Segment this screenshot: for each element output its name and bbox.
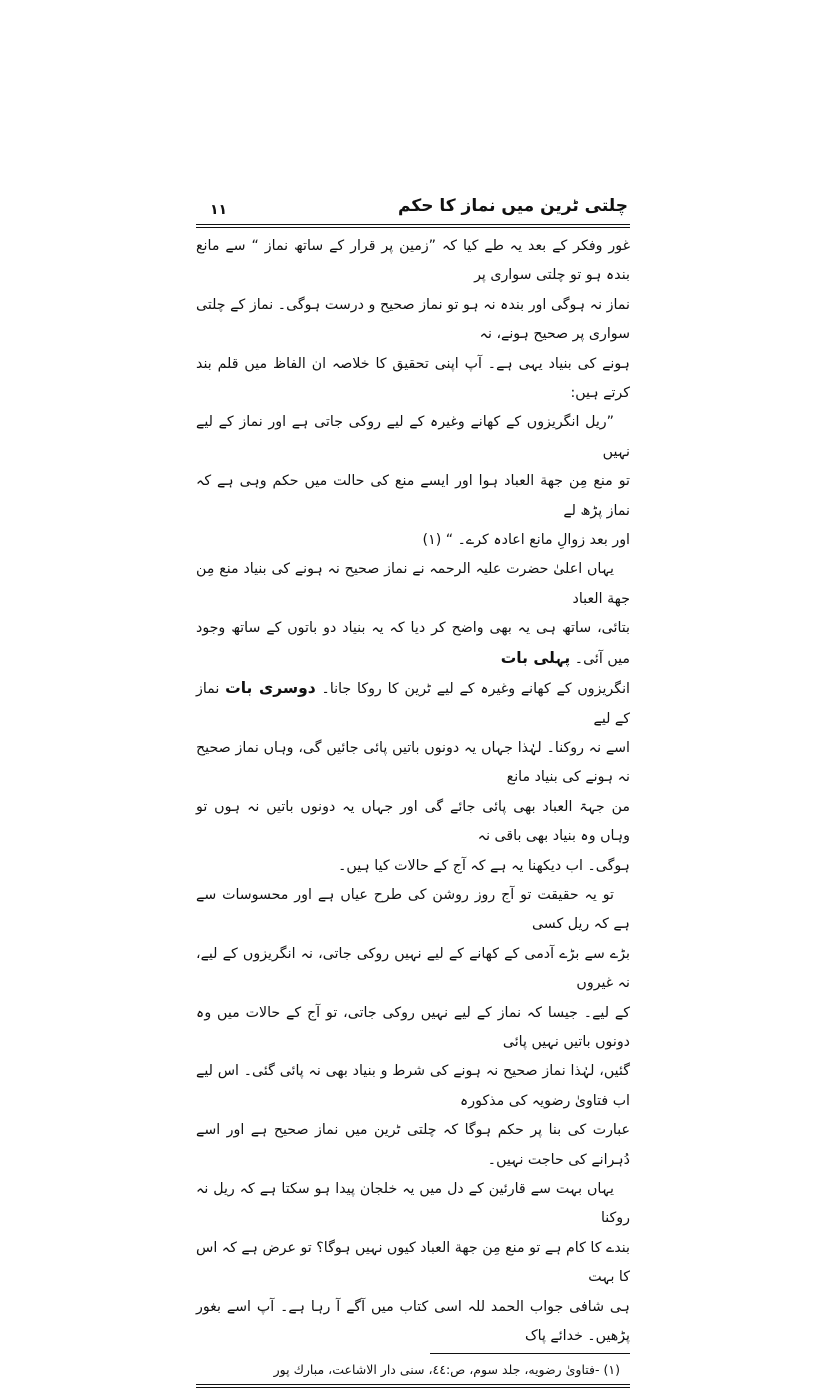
quote-line: ”ریل انگریزوں کے کھانے وغیرہ کے لیے روکی جاتی ہے اور نماز کے لیے نہیں [196, 414, 630, 460]
text-line: یہاں اعلیٰ حضرت علیہ الرحمہ نے نماز صحیح نہ ہونے کی بنیاد منع مِن جهة العباد [196, 561, 630, 607]
text-line: بندے کا کام ہے تو منع مِن جهة العباد کیوں نہیں ہوگا؟ تو عرض ہے کہ اس کا بہت [196, 1239, 630, 1286]
page-number: ۱۱ [210, 202, 228, 218]
text-line [196, 614, 630, 674]
text-line: گئیں، لہٰذا نماز صحیح نہ ہونے کی شرط و بنیاد بھی نہ پائی گئی۔ اس لیے اب فتاویٰ رضویہ کی مذکورہ [196, 1063, 630, 1109]
footnote: (۱) -فتاویٰ رضویه، جلد سوم، ص:٤٤، سنی دار الاشاعت، مبارك پور [273, 1362, 620, 1378]
bold-phrase: پہلی بات [500, 648, 571, 667]
text-line: غور وفکر کے بعد یہ طے کیا کہ ”زمین پر قرار کے ساتھ نماز “ سے مانع بندہ ہو تو چلتی سواری پر [196, 238, 630, 284]
text-line: بڑے سے بڑے آدمی کے کھانے کے لیے نہیں روکی جاتی، نہ انگریزوں کے لیے، نہ غیروں [196, 945, 630, 992]
text-line: یہاں بہت سے قارئین کے دل میں یہ خلجان پیدا ہو سکتا ہے کہ ریل نہ روکنا [196, 1181, 630, 1227]
text-line: اسے نہ روکنا۔ لہٰذا جہاں یہ دونوں باتیں پائی جائیں گی، وہاں نماز صحیح نہ ہونے کی بنیاد مانع [196, 739, 630, 786]
footer-rule [196, 1384, 630, 1388]
text-line [196, 674, 630, 734]
text-span: انگریزوں کے کھانے وغیرہ کے لیے ٹرین کا روکا جانا۔ [315, 681, 630, 698]
text-line: ہی شافی جواب الحمد للہ اسی کتاب میں آگے آ رہا ہے۔ آپ اسے بغور پڑھیں۔ خدائے پاک [196, 1298, 630, 1345]
text-line: عبارت کی بنا پر حکم ہوگا کہ چلتی ٹرین میں نماز صحیح ہے اور اسے دُہرانے کی حاجت نہیں۔ [196, 1122, 630, 1168]
quote-line: اور بعد زوالِ مانع اعادہ کرے۔ “ (۱) [422, 532, 630, 549]
text-line: ہوگی۔ اب دیکھنا یہ ہے کہ آج کے حالات کیا ہیں۔ [338, 857, 630, 874]
text-line: کے لیے۔ جیسا کہ نماز کے لیے نہیں روکی جاتی، تو آج کے حالات میں وہ دونوں باتیں نہیں پائی [196, 1004, 630, 1050]
header-rule [196, 224, 630, 228]
footnote-separator [430, 1353, 630, 1354]
body-text [196, 232, 630, 1351]
text-line: ہونے کی بنیاد یہی ہے۔ آپ اپنی تحقیق کا خلاصہ ان الفاظ میں قلم بند کرتے ہیں: [196, 355, 630, 402]
page-header [196, 194, 630, 224]
text-line: من جہۃ العباد بھی پائی جائے گی اور جہاں یہ دونوں باتیں نہ ہوں تو وہاں وہ بنیاد بھی باقی نہ [196, 798, 630, 845]
quote-line: تو منع مِن جهة العباد ہوا اور ایسے منع کی حالت میں حکم وہی ہے کہ نماز پڑھ لے [196, 473, 630, 519]
book-page [196, 194, 630, 1388]
bold-phrase: دوسری بات [225, 679, 316, 698]
running-title: چلتی ٹرین میں نماز کا حکم [397, 196, 628, 216]
text-span: بتائی، ساتھ ہی یہ بھی واضح کر دیا کہ یہ بنیاد دو باتوں کے ساتھ وجود میں آئی۔ [196, 620, 630, 667]
text-span: نماز کے لیے [196, 681, 630, 727]
text-line: نماز نہ ہوگی اور بندہ نہ ہو تو نماز صحیح و درست ہوگی۔ نماز کے چلتی سواری پر صحیح ہونے، نہ [196, 296, 630, 343]
text-line: تو یہ حقیقت تو آج روز روشن کی طرح عیاں ہے اور محسوسات سے ہے کہ ریل کسی [196, 886, 630, 933]
